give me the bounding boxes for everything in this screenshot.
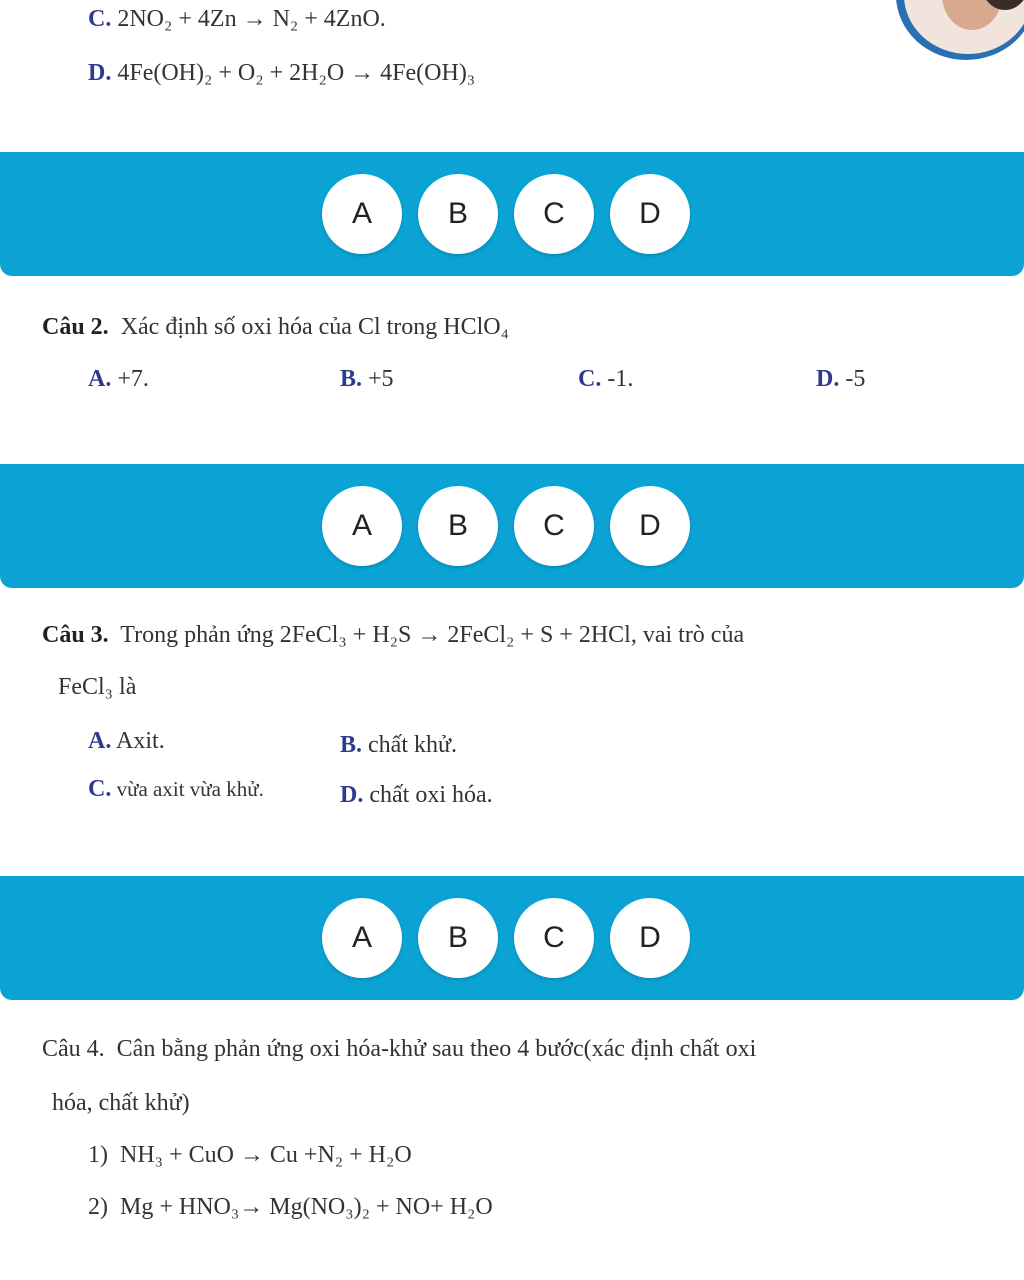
equation-text: NH₃ + CuO → Cu +N₂ + H₂O [120, 1142, 412, 1168]
question-number: Câu 3. [42, 622, 109, 648]
option-text: 2NO₂ + 4Zn → N₂ + 4ZnO. [117, 6, 386, 32]
question-text: Cân bằng phản ứng oxi hóa-khử sau theo 4 bước(xác định chất oxi [116, 1036, 757, 1062]
answer-band-3 [0, 876, 1024, 1000]
q4-equation-2 [88, 1194, 493, 1221]
q4-prompt-continued: hóa, chất khử) [52, 1090, 190, 1116]
option-text: chất oxi hóa. [369, 782, 493, 808]
q2-option-a [88, 366, 149, 393]
answer-button-c[interactable]: C [514, 486, 594, 566]
equation-text: Mg + HNO₃→ Mg(NO₃)₂ + NO+ H₂O [120, 1194, 493, 1220]
q3-option-d [340, 782, 493, 809]
answer-button-b[interactable]: B [418, 174, 498, 254]
option-letter: B. [340, 732, 363, 758]
option-text: 4Fe(OH)₂ + O₂ + 2H₂O → 4Fe(OH)₃ [117, 60, 476, 86]
q3-prompt-continued: FeCl₃ là [58, 674, 137, 700]
option-text: vừa axit vừa khử. [116, 777, 264, 801]
option-letter: C. [578, 366, 602, 392]
option-text: Axit. [116, 728, 165, 754]
option-letter: B. [340, 366, 363, 392]
answer-button-a[interactable]: A [322, 898, 402, 978]
q2-option-b [340, 366, 394, 393]
option-text: -1. [607, 366, 634, 392]
question-text: Trong phản ứng 2FeCl₃ + H₂S → 2FeCl₂ + S + 2HCl, vai trò của [120, 622, 745, 648]
question-number: Câu 2. [42, 314, 109, 340]
option-letter: D. [816, 366, 840, 392]
option-letter: C. [88, 776, 112, 802]
option-letter: C. [88, 6, 112, 32]
answer-band-2 [0, 464, 1024, 588]
answer-button-d[interactable]: D [610, 174, 690, 254]
option-letter: A. [88, 366, 112, 392]
q2-option-c [578, 366, 633, 393]
option-letter: D. [88, 60, 112, 86]
option-letter: A. [88, 728, 112, 754]
q1-option-c [88, 6, 386, 33]
q2-prompt [42, 314, 509, 341]
answer-button-b[interactable]: B [418, 486, 498, 566]
avatar [880, 0, 1024, 75]
answer-button-a[interactable]: A [322, 486, 402, 566]
q4-prompt [42, 1036, 756, 1063]
answer-button-b[interactable]: B [418, 898, 498, 978]
answer-band-1 [0, 152, 1024, 276]
question-number: Câu 4. [42, 1036, 105, 1062]
q3-option-a [88, 728, 165, 755]
question-text: Xác định số oxi hóa của Cl trong HClO₄ [120, 314, 509, 340]
option-text: +7. [117, 366, 149, 392]
q3-prompt [42, 622, 744, 649]
option-text: chất khử. [368, 732, 457, 758]
answer-button-d[interactable]: D [610, 898, 690, 978]
q3-option-c [88, 776, 264, 803]
equation-number: 2) [88, 1194, 108, 1220]
q3-option-b [340, 732, 457, 759]
answer-button-c[interactable]: C [514, 174, 594, 254]
q2-option-d [816, 366, 865, 393]
answer-button-a[interactable]: A [322, 174, 402, 254]
option-text: -5 [845, 366, 866, 392]
option-letter: D. [340, 782, 364, 808]
answer-button-d[interactable]: D [610, 486, 690, 566]
option-text: +5 [368, 366, 394, 392]
q1-option-d [88, 60, 475, 87]
answer-button-c[interactable]: C [514, 898, 594, 978]
q4-equation-1 [88, 1142, 412, 1169]
equation-number: 1) [88, 1142, 108, 1168]
